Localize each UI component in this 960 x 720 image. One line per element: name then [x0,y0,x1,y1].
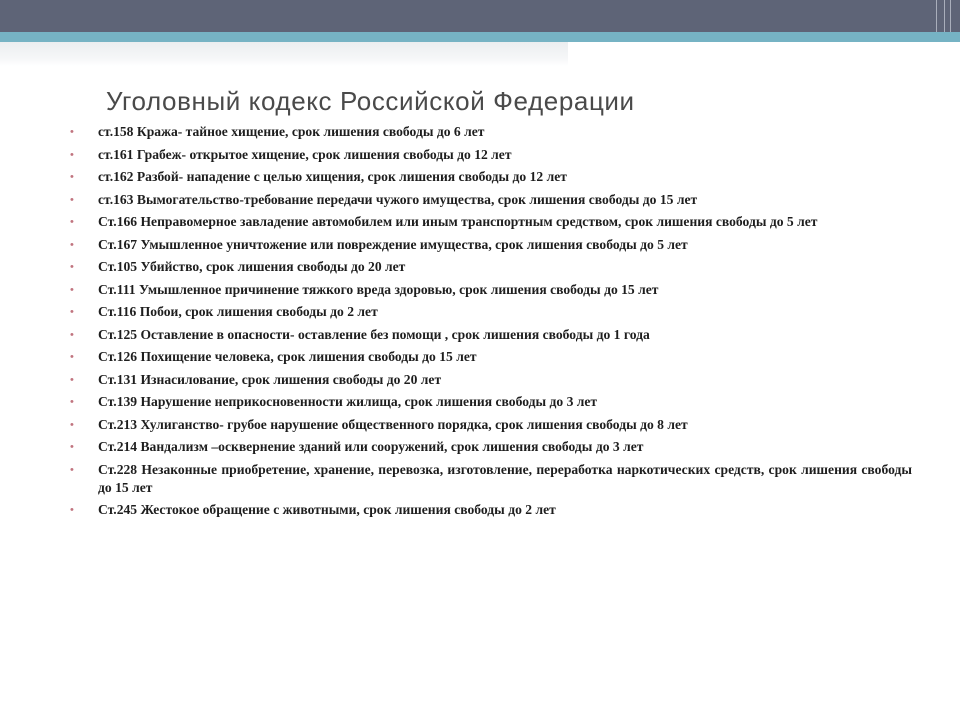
list-item [70,236,912,254]
list-item-text: Ст.228 Незаконные приобретение, хранение, перевозка, изготовление, переработка наркотических средств, срок лишения свободы до 15 лет [98,461,912,495]
list-item-text: Ст.126 Похищение человека, срок лишения свободы до 15 лет [98,349,477,364]
slide-title: Уголовный кодекс Российской Федерации [106,86,635,116]
list-item-text: Ст.213 Хулиганство- грубое нарушение общественного порядка, срок лишения свободы до 8 лет [98,416,688,432]
list-item [70,461,912,497]
list-item [70,123,912,141]
accent-strip [0,32,960,42]
bullet-icon: • [70,351,74,363]
list-item [70,213,912,231]
list-item-text: Ст.245 Жестокое обращение с животными, срок лишения свободы до 2 лет [98,502,556,517]
list-item [70,393,912,411]
bullet-icon: • [70,463,74,476]
list-item-text: Ст.214 Вандализм –осквернение зданий или сооружений, срок лишения свободы до 3 лет [98,439,644,454]
bullet-icon: • [70,418,74,431]
bullet-icon: • [70,126,74,138]
list-item [70,348,912,366]
bullet-icon: • [70,148,74,161]
list-item [70,281,912,299]
list-item-text: Ст.131 Изнасилование, срок лишения свободы до 20 лет [98,371,442,387]
list-item-text: Ст.105 Убийство, срок лишения свободы до 20 лет [98,259,406,274]
bullet-icon: • [70,261,74,273]
bullet-icon: • [70,306,74,318]
list-item-text: Ст.111 Умышленное причинение тяжкого вреда здоровью, срок лишения свободы до 15 лет [98,281,659,297]
list-item [70,146,912,164]
list-item [70,258,912,276]
list-item-text: Ст.166 Неправомерное завладение автомобилем или иным транспортным средством, срок лишения свободы до 5 лет [98,214,818,229]
bullet-icon: • [70,171,74,183]
bullet-icon: • [70,216,74,228]
header-divider-line [950,0,951,32]
article-list [70,123,912,524]
list-item-text: ст.162 Разбой- нападение с целью хищения, срок лишения свободы до 12 лет [98,169,567,184]
bullet-icon: • [70,441,74,453]
bullet-icon: • [70,238,74,251]
list-item-text: Ст.139 Нарушение неприкосновенности жилища, срок лишения свободы до 3 лет [98,394,598,409]
list-item-text: Ст.125 Оставление в опасности- оставление без помощи , срок лишения свободы до 1 года [98,326,650,342]
bullet-icon: • [70,504,74,516]
bullet-icon: • [70,396,74,408]
header-corner-block [568,42,960,66]
bullet-icon: • [70,283,74,296]
list-item-text: ст.158 Кража- тайное хищение, срок лишения свободы до 6 лет [98,124,485,139]
list-item-text: Ст.167 Умышленное уничтожение или повреждение имущества, срок лишения свободы до 5 лет [98,236,688,252]
bullet-icon: • [70,193,74,206]
slide-header-bar [0,0,960,32]
list-item-text: Ст.116 Побои, срок лишения свободы до 2 лет [98,304,378,319]
list-item [70,326,912,344]
list-item [70,501,912,519]
list-item-text: ст.163 Вымогательство-требование передачи чужого имущества, срок лишения свободы до 15 лет [98,191,698,207]
list-item [70,438,912,456]
bullet-icon: • [70,373,74,386]
header-divider-line [936,0,937,32]
header-divider-line [944,0,945,32]
list-item-text: ст.161 Грабеж- открытое хищение, срок лишения свободы до 12 лет [98,146,512,162]
list-item [70,371,912,389]
list-item [70,303,912,321]
list-item [70,168,912,186]
list-item [70,416,912,434]
list-item [70,191,912,209]
bullet-icon: • [70,328,74,341]
header-shade-band [0,42,568,66]
